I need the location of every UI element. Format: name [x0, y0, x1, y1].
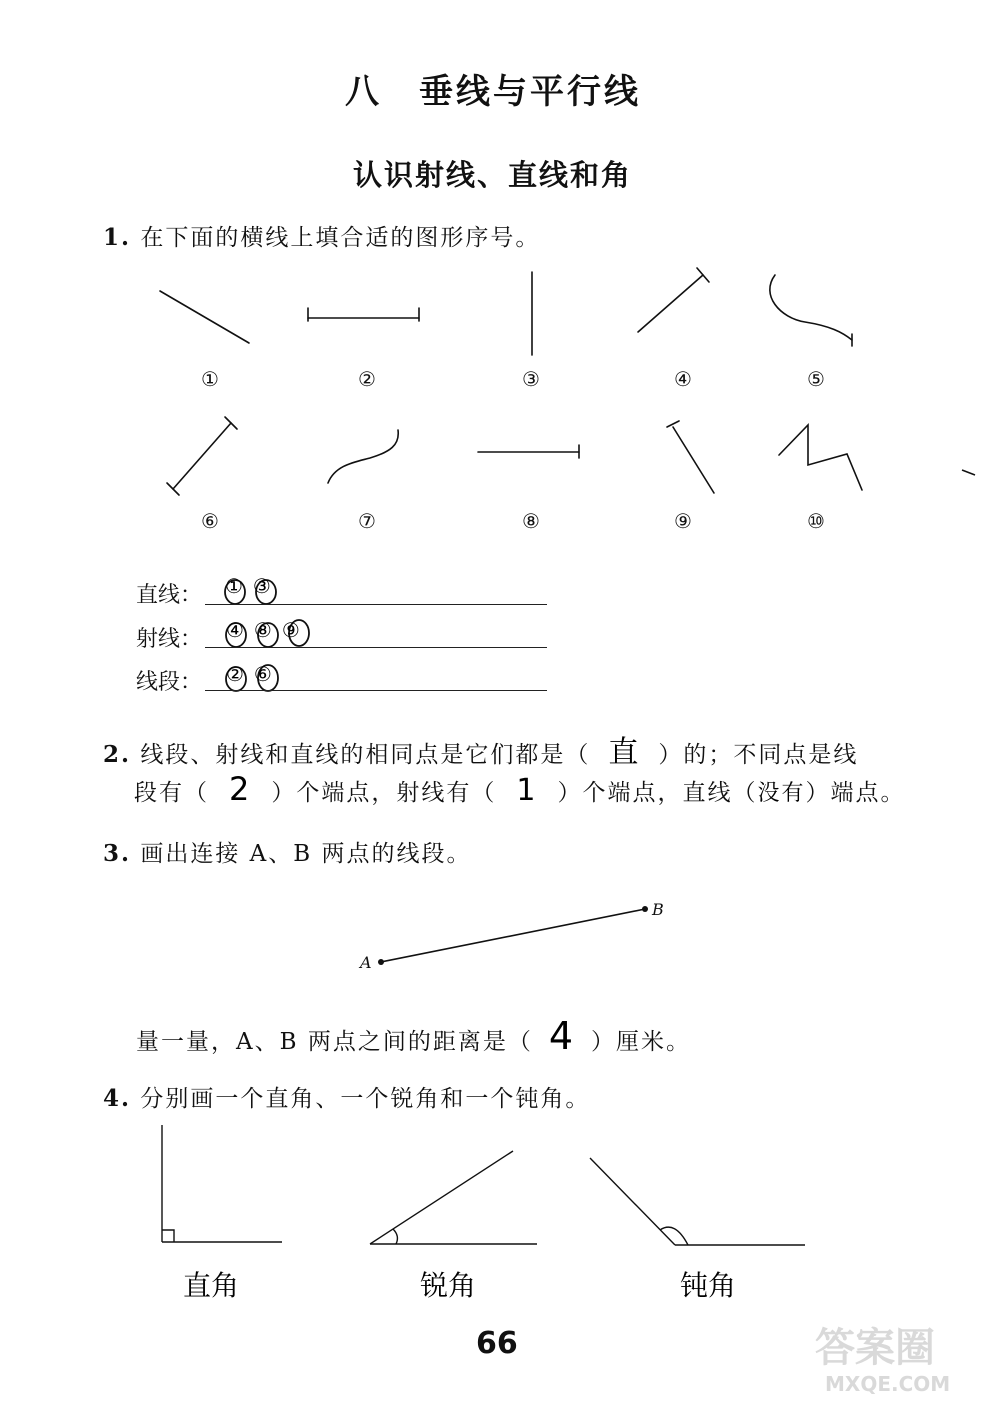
right-angle-drawing	[162, 1125, 282, 1242]
figure-8-ray	[478, 445, 579, 458]
question-3-measure	[136, 1014, 691, 1058]
label-right-angle: 直角	[183, 1269, 240, 1302]
answer-ray[interactable]: ④⑧⑨	[226, 618, 310, 642]
q2-text-2c: ）个端点，直线（	[557, 780, 758, 806]
figure-6-segment	[167, 417, 237, 495]
question-2-line-2	[134, 770, 905, 808]
row-label-ray: 射线：	[136, 627, 203, 652]
q2-text-1a: 线段、射线和直线的相同点是它们都是（	[140, 742, 591, 768]
answer-underline-3	[205, 690, 547, 691]
q2-text-2b: ）个端点，射线有（	[271, 780, 497, 806]
watermark-logo: 答案圈	[815, 1325, 935, 1371]
watermark-url: MXQE.COM	[825, 1372, 951, 1396]
label-obtuse-angle: 钝角	[680, 1269, 737, 1302]
figure-label-9: ⑨	[674, 509, 692, 533]
question-3	[103, 835, 471, 868]
figure-label-8: ⑧	[522, 509, 540, 533]
answer-underline-1	[205, 604, 547, 605]
section-title: 认识射线、直线和角	[353, 158, 633, 192]
figure-label-1: ①	[201, 367, 219, 391]
q3-measure-text-a: 量一量，A、B 两点之间的距离是（	[136, 1029, 533, 1055]
figure-label-5: ⑤	[807, 367, 825, 391]
question-number: 1.	[103, 224, 132, 251]
figure-7-curve	[328, 430, 398, 483]
row-label-line: 直线：	[136, 583, 203, 608]
answer-distance[interactable]: 4	[548, 1014, 576, 1058]
point-a-dot	[378, 959, 384, 965]
question-4	[103, 1080, 590, 1113]
figure-label-6: ⑥	[201, 509, 219, 533]
answer-segment-endpoints[interactable]: 2	[229, 770, 252, 808]
question-number: 2.	[103, 741, 132, 768]
q2-text-1b: ）的；不同点是线	[658, 742, 859, 768]
question-2-line-1	[103, 727, 858, 771]
answer-ray-endpoints[interactable]: 1	[516, 773, 538, 808]
figure-10-zigzag	[779, 425, 862, 490]
q3-segment-ab	[378, 906, 648, 965]
acute-angle-drawing	[370, 1151, 537, 1244]
answer-line-endpoints[interactable]: 没有	[757, 781, 806, 806]
answer-underline-2	[205, 647, 547, 648]
answer-line[interactable]: ①③	[225, 574, 281, 598]
chapter-title: 八 垂线与平行线	[345, 72, 641, 112]
question-text: 分别画一个直角、一个锐角和一个钝角。	[140, 1086, 591, 1112]
question-number: 4.	[103, 1085, 132, 1112]
question-number: 3.	[103, 840, 132, 867]
row-label-segment: 线段：	[136, 670, 203, 695]
question-text: 画出连接 A、B 两点的线段。	[140, 841, 472, 867]
q2-text-2d: ）端点。	[805, 780, 906, 806]
point-a-label: A	[360, 953, 372, 972]
figure-5-curve	[770, 275, 852, 346]
question-text: 在下面的横线上填合适的图形序号。	[140, 225, 541, 251]
page-number: 66	[476, 1326, 518, 1361]
figure-1-line	[160, 291, 249, 343]
figure-label-10: ⑩	[807, 509, 825, 533]
figure-label-3: ③	[522, 367, 540, 391]
label-acute-angle: 锐角	[420, 1269, 477, 1302]
answer-same[interactable]: 直	[608, 735, 641, 770]
figure-label-7: ⑦	[358, 509, 376, 533]
figure-2-segment	[308, 308, 419, 321]
answer-segment[interactable]: ②⑥	[226, 662, 282, 686]
figure-label-4: ④	[674, 367, 692, 391]
figure-label-2: ②	[358, 367, 376, 391]
point-b-dot	[642, 906, 648, 912]
q3-measure-text-b: ）厘米。	[591, 1029, 692, 1055]
obtuse-angle-drawing	[590, 1158, 805, 1245]
q2-text-2a: 段有（	[134, 780, 209, 806]
figure-4-ray	[638, 268, 709, 332]
point-b-label: B	[652, 900, 664, 919]
figure-9-ray	[667, 421, 714, 493]
